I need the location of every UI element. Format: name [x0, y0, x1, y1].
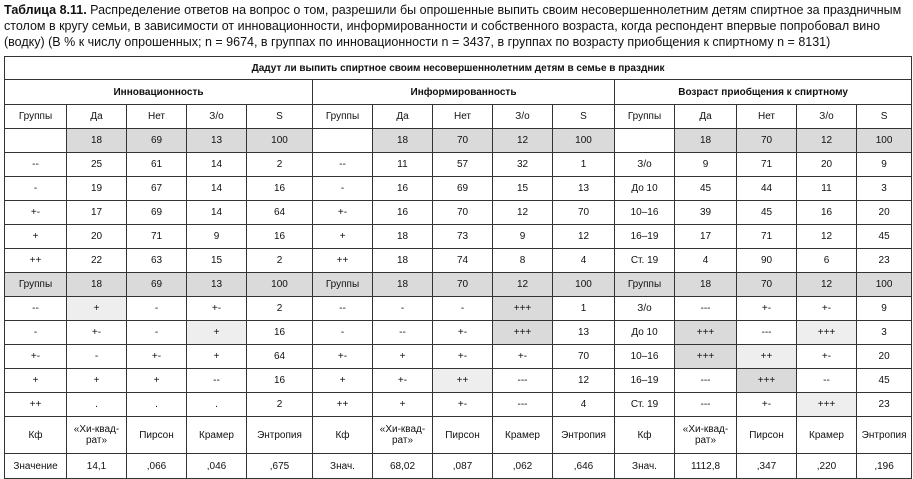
- table-cell: +: [313, 225, 373, 249]
- table-cell: ++: [5, 393, 67, 417]
- column-header: S: [247, 105, 313, 129]
- table-cell: 22: [67, 249, 127, 273]
- table-cell: 15: [493, 177, 553, 201]
- coefficient-label: Пирсон: [433, 417, 493, 454]
- table-row: [5, 249, 912, 273]
- table-cell: -: [433, 297, 493, 321]
- coefficient-value: Знач.: [615, 454, 675, 479]
- totals-cell: 70: [737, 129, 797, 153]
- table-cell: +-: [493, 345, 553, 369]
- coefficient-value: ,062: [493, 454, 553, 479]
- table-cell: 90: [737, 249, 797, 273]
- groups-cell: 100: [553, 273, 615, 297]
- table-cell: 3: [857, 321, 912, 345]
- coefficient-label: Кф: [5, 417, 67, 454]
- coefficient-label: Энтропия: [553, 417, 615, 454]
- table-cell: 4: [553, 249, 615, 273]
- coefficient-label: Крамер: [187, 417, 247, 454]
- table-cell: 70: [553, 345, 615, 369]
- table-cell: +-: [313, 345, 373, 369]
- table-cell: 73: [433, 225, 493, 249]
- groups-cell: 69: [127, 273, 187, 297]
- table-cell: +: [187, 345, 247, 369]
- groups-cell: 12: [493, 273, 553, 297]
- table-cell: 17: [67, 201, 127, 225]
- table-cell: --: [5, 153, 67, 177]
- totals-cell: 18: [675, 129, 737, 153]
- table-cell: +++: [737, 369, 797, 393]
- table-row: [5, 297, 912, 321]
- table-cell: 32: [493, 153, 553, 177]
- table-cell: .: [127, 393, 187, 417]
- groups-cell: Группы: [615, 273, 675, 297]
- table-cell: 17: [675, 225, 737, 249]
- table-cell: До 10: [615, 177, 675, 201]
- coefficient-value: 14,1: [67, 454, 127, 479]
- column-header: Группы: [615, 105, 675, 129]
- coefficient-value: ,347: [737, 454, 797, 479]
- table-cell: З/о: [615, 153, 675, 177]
- table-cell: 14: [187, 201, 247, 225]
- table-cell: --: [5, 297, 67, 321]
- table-cell: +: [5, 225, 67, 249]
- table-cell: 69: [433, 177, 493, 201]
- caption-text: Распределение ответов на вопрос о том, разрешили бы опрошенные выпить своим несовершеннолетним детям спиртное за праздничным столом в кругу семьи, в зависимости от инновационности, информированности и собственного возраста, когда респондент впервые попробовал вино (водку) (В % к числу опрошенных; n = 9674, в группах по инновационности n = 3437, в группах по возрасту приобщения к спиртному n = 8131): [4, 3, 902, 49]
- table-cell: --: [187, 369, 247, 393]
- table-cell: +++: [797, 321, 857, 345]
- table-cell: 45: [857, 369, 912, 393]
- table-caption: [4, 2, 909, 50]
- table-cell: 57: [433, 153, 493, 177]
- coefficient-value: ,646: [553, 454, 615, 479]
- table-cell: +++: [493, 321, 553, 345]
- table-cell: 9: [857, 297, 912, 321]
- groups-cell: 70: [433, 273, 493, 297]
- table-cell: -: [313, 177, 373, 201]
- table-row: [5, 153, 912, 177]
- table-cell: +: [373, 393, 433, 417]
- table-cell: 3: [857, 177, 912, 201]
- coefficient-label: Крамер: [797, 417, 857, 454]
- totals-cell: 12: [797, 129, 857, 153]
- groups-cell: 18: [675, 273, 737, 297]
- coefficient-label: Кф: [313, 417, 373, 454]
- coefficient-value: Знач.: [313, 454, 373, 479]
- table-cell: 63: [127, 249, 187, 273]
- table-cell: -: [5, 177, 67, 201]
- table-cell: ++: [313, 249, 373, 273]
- table-cell: 16: [247, 321, 313, 345]
- column-header: Нет: [127, 105, 187, 129]
- section-header: Информированность: [313, 80, 615, 105]
- table-cell: +-: [5, 201, 67, 225]
- table-cell: 13: [553, 321, 615, 345]
- table-cell: ++: [433, 369, 493, 393]
- table-cell: 71: [737, 225, 797, 249]
- table-cell: 16–19: [615, 369, 675, 393]
- table-cell: 71: [737, 153, 797, 177]
- totals-cell: [615, 129, 675, 153]
- totals-cell: [5, 129, 67, 153]
- table-cell: 16: [247, 225, 313, 249]
- column-header: S: [553, 105, 615, 129]
- table-cell: -: [313, 321, 373, 345]
- table-cell: +-: [5, 345, 67, 369]
- totals-cell: 100: [857, 129, 912, 153]
- totals-cell: 100: [247, 129, 313, 153]
- table-row: [5, 393, 912, 417]
- table-cell: 12: [797, 225, 857, 249]
- column-header: З/о: [797, 105, 857, 129]
- table-cell: 6: [797, 249, 857, 273]
- table-cell: 9: [187, 225, 247, 249]
- table-cell: 2: [247, 297, 313, 321]
- table-cell: 12: [493, 201, 553, 225]
- table-cell: +-: [127, 345, 187, 369]
- column-header: Нет: [433, 105, 493, 129]
- table-cell: 9: [675, 153, 737, 177]
- table-cell: 18: [373, 249, 433, 273]
- table-cell: +: [5, 369, 67, 393]
- section-header: Инновационность: [5, 80, 313, 105]
- totals-cell: 18: [373, 129, 433, 153]
- table-cell: ++: [5, 249, 67, 273]
- totals-cell: 13: [187, 129, 247, 153]
- coefficient-label: «Хи-квад-рат»: [373, 417, 433, 454]
- column-header: З/о: [493, 105, 553, 129]
- table-cell: 4: [675, 249, 737, 273]
- table-cell: 9: [857, 153, 912, 177]
- column-header: Да: [67, 105, 127, 129]
- table-cell: +-: [187, 297, 247, 321]
- table-cell: +++: [797, 393, 857, 417]
- table-row: [5, 225, 912, 249]
- table-cell: 2: [247, 393, 313, 417]
- table-cell: --: [313, 297, 373, 321]
- table-cell: 10–16: [615, 345, 675, 369]
- table-cell: +: [373, 345, 433, 369]
- table-cell: 45: [857, 225, 912, 249]
- table-cell: 16: [247, 369, 313, 393]
- table-cell: 44: [737, 177, 797, 201]
- caption-label: Таблица 8.11.: [4, 3, 87, 17]
- coefficient-value: 1112,8: [675, 454, 737, 479]
- table-cell: 9: [493, 225, 553, 249]
- groups-cell: 100: [247, 273, 313, 297]
- groups-cell: 12: [797, 273, 857, 297]
- coefficient-label: Крамер: [493, 417, 553, 454]
- coefficient-value: ,066: [127, 454, 187, 479]
- table-cell: +++: [675, 345, 737, 369]
- table-cell: 70: [553, 201, 615, 225]
- column-header: Нет: [737, 105, 797, 129]
- table-cell: 2: [247, 249, 313, 273]
- coefficient-value: ,220: [797, 454, 857, 479]
- groups-cell: Группы: [5, 273, 67, 297]
- table-cell: 2: [247, 153, 313, 177]
- groups-cell: 18: [67, 273, 127, 297]
- totals-cell: 70: [433, 129, 493, 153]
- table-cell: 71: [127, 225, 187, 249]
- table-cell: 1: [553, 297, 615, 321]
- table-cell: .: [67, 393, 127, 417]
- table-cell: -: [67, 345, 127, 369]
- column-header: З/о: [187, 105, 247, 129]
- table-cell: +: [127, 369, 187, 393]
- groups-cell: 13: [187, 273, 247, 297]
- table-cell: Ст. 19: [615, 393, 675, 417]
- table-cell: 15: [187, 249, 247, 273]
- table-cell: +++: [675, 321, 737, 345]
- coefficient-label: Пирсон: [737, 417, 797, 454]
- table-cell: 23: [857, 393, 912, 417]
- table-cell: +-: [67, 321, 127, 345]
- table-cell: 1: [553, 153, 615, 177]
- table-cell: -: [373, 297, 433, 321]
- table-cell: +-: [433, 393, 493, 417]
- totals-cell: 69: [127, 129, 187, 153]
- table-cell: --: [373, 321, 433, 345]
- table-row: [5, 345, 912, 369]
- table-cell: 4: [553, 393, 615, 417]
- table-cell: +-: [737, 393, 797, 417]
- table-cell: З/о: [615, 297, 675, 321]
- coefficient-value: ,046: [187, 454, 247, 479]
- table-cell: --: [797, 369, 857, 393]
- table-cell: -: [5, 321, 67, 345]
- table-cell: 13: [553, 177, 615, 201]
- totals-cell: 12: [493, 129, 553, 153]
- table-cell: 45: [675, 177, 737, 201]
- column-header: Да: [675, 105, 737, 129]
- table-cell: +: [67, 369, 127, 393]
- column-header: Группы: [313, 105, 373, 129]
- table-cell: +-: [373, 369, 433, 393]
- table-cell: 69: [127, 201, 187, 225]
- coefficient-label: Энтропия: [857, 417, 912, 454]
- table-cell: 20: [857, 345, 912, 369]
- table-cell: 14: [187, 153, 247, 177]
- groups-cell: 70: [737, 273, 797, 297]
- column-header: S: [857, 105, 912, 129]
- table-cell: ++: [313, 393, 373, 417]
- table-cell: 39: [675, 201, 737, 225]
- table-cell: ++: [737, 345, 797, 369]
- table-row: [5, 321, 912, 345]
- table-row: [5, 177, 912, 201]
- totals-cell: 100: [553, 129, 615, 153]
- table-cell: ---: [675, 297, 737, 321]
- table-cell: 67: [127, 177, 187, 201]
- table-cell: +-: [737, 297, 797, 321]
- table-cell: 23: [857, 249, 912, 273]
- table-cell: 11: [797, 177, 857, 201]
- coefficient-value: Значение: [5, 454, 67, 479]
- table-cell: 45: [737, 201, 797, 225]
- table-cell: 14: [187, 177, 247, 201]
- table-cell: 20: [67, 225, 127, 249]
- table-cell: 64: [247, 201, 313, 225]
- table-cell: 16: [247, 177, 313, 201]
- table-cell: 10–16: [615, 201, 675, 225]
- table-cell: ---: [493, 393, 553, 417]
- table-cell: 16–19: [615, 225, 675, 249]
- table-cell: 61: [127, 153, 187, 177]
- table-cell: ---: [675, 393, 737, 417]
- table-cell: +: [67, 297, 127, 321]
- table-cell: --: [313, 153, 373, 177]
- column-header: Группы: [5, 105, 67, 129]
- coefficient-value: ,087: [433, 454, 493, 479]
- groups-cell: 18: [373, 273, 433, 297]
- coefficient-label: Пирсон: [127, 417, 187, 454]
- table-cell: ---: [737, 321, 797, 345]
- groups-cell: Группы: [313, 273, 373, 297]
- column-header: Да: [373, 105, 433, 129]
- table-cell: 20: [857, 201, 912, 225]
- table-cell: 74: [433, 249, 493, 273]
- table-cell: +-: [797, 297, 857, 321]
- coefficient-value: ,675: [247, 454, 313, 479]
- table-cell: 16: [373, 201, 433, 225]
- coefficient-value: ,196: [857, 454, 912, 479]
- table-cell: -: [127, 321, 187, 345]
- table-cell: +-: [433, 345, 493, 369]
- table-cell: 16: [373, 177, 433, 201]
- section-header: Возраст приобщения к спиртному: [615, 80, 912, 105]
- table-cell: +-: [797, 345, 857, 369]
- totals-cell: 18: [67, 129, 127, 153]
- table-cell: 19: [67, 177, 127, 201]
- table-cell: +: [313, 369, 373, 393]
- table-row: [5, 201, 912, 225]
- table-cell: .: [187, 393, 247, 417]
- table-cell: 64: [247, 345, 313, 369]
- table-cell: 25: [67, 153, 127, 177]
- table-cell: 70: [433, 201, 493, 225]
- table-cell: 12: [553, 369, 615, 393]
- table-cell: 12: [553, 225, 615, 249]
- table-title: Дадут ли выпить спиртное своим несовершеннолетним детям в семье в праздник: [5, 57, 912, 80]
- table-cell: 16: [797, 201, 857, 225]
- table-cell: -: [127, 297, 187, 321]
- table-cell: ---: [493, 369, 553, 393]
- table-cell: Ст. 19: [615, 249, 675, 273]
- table-cell: До 10: [615, 321, 675, 345]
- table-cell: 8: [493, 249, 553, 273]
- table-cell: ---: [675, 369, 737, 393]
- table-cell: +-: [313, 201, 373, 225]
- data-table: [4, 56, 912, 479]
- coefficient-label: «Хи-квад-рат»: [67, 417, 127, 454]
- table-cell: +-: [433, 321, 493, 345]
- coefficient-value: 68,02: [373, 454, 433, 479]
- coefficient-label: «Хи-квад-рат»: [675, 417, 737, 454]
- table-cell: +: [187, 321, 247, 345]
- table-cell: 11: [373, 153, 433, 177]
- coefficient-label: Кф: [615, 417, 675, 454]
- coefficient-label: Энтропия: [247, 417, 313, 454]
- table-cell: 18: [373, 225, 433, 249]
- groups-cell: 100: [857, 273, 912, 297]
- table-row: [5, 369, 912, 393]
- table-cell: 20: [797, 153, 857, 177]
- table-cell: +++: [493, 297, 553, 321]
- totals-cell: [313, 129, 373, 153]
